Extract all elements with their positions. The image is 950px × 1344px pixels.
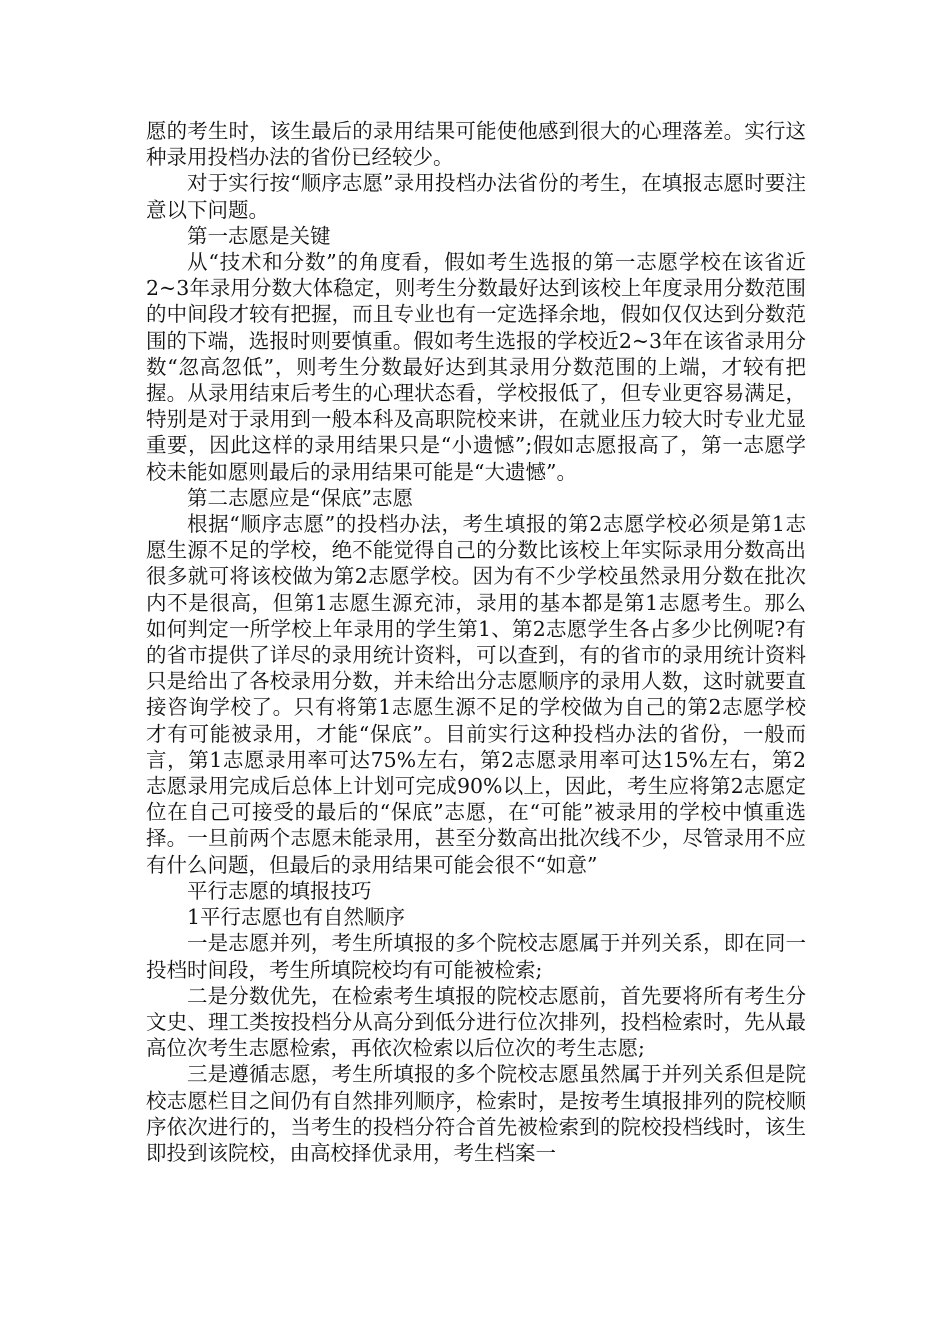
paragraph-first-choice: 从“技术和分数”的角度看，假如考生选报的第一志愿学校在该省近2~3年录用分数大体稳定，则考生分数最好达到该校上年度录用分数范围的中间段才较有把握，而且专业也有一定选择余地，假如仅仅达到分数范围的下端，选报时则要慎重。假如考生选报的学校近2~3年在该省录用分数“忽高忽低”，则考生分数最好达到其录用分数范围的上端，才较有把握。从录用结束后考生的心理状态看，学校报低了，但专业更容易满足，特别是对于录用到一般本科及高职院校来讲，在就业压力较大时专业尤显重要，因此这样的录用结果只是“小遗憾”;假如志愿报高了，第一志愿学校未能如愿则最后的录用结果可能是“大遗憾”。: [146, 250, 806, 484]
paragraph-point-two: 二是分数优先，在检索考生填报的院校志愿前，首先要将所有考生分文史、理工类按投档分从高分到低分进行位次排列，投档检索时，先从最高位次考生志愿检索，再依次检索以后位次的考生志愿;: [146, 983, 806, 1061]
paragraph-intro: 对于实行按“顺序志愿”录用投档办法省份的考生，在填报志愿时要注意以下问题。: [146, 171, 806, 222]
paragraph-second-choice: 根据“顺序志愿”的投档办法，考生填报的第2志愿学校必须是第1志愿生源不足的学校，绝不能觉得自己的分数比该校上年实际录用分数高出很多就可将该校做为第2志愿学校。因为有不少学校虽然录用分数在批次内不是很高，但第1志愿生源充沛，录用的基本都是第1志愿考生。那么如何判定一所学校上年录用的学生第1、第2志愿学生各占多少比例呢?有的省市提供了详尽的录用统计资料，可以查到，有的省市的录用统计资料只是给出了各校录用分数，并未给出分志愿顺序的录用人数，这时就要直接咨询学校了。只有将第1志愿生源不足的学校做为自己的第2志愿学校才有可能被录用，才能“保底”。目前实行这种投档办法的省份，一般而言，第1志愿录用率可达75%左右，第2志愿录用率可达15%左右，第2志愿录用完成后总体上计划可完成90%以上，因此，考生应将第2志愿定位在自己可接受的最后的“保底”志愿，在“可能”被录用的学校中慎重选择。一旦前两个志愿未能录用，甚至分数高出批次线不少，尽管录用不应有什么问题，但最后的录用结果可能会很不“如意”: [146, 512, 806, 877]
paragraph-continuation: 愿的考生时，该生最后的录用结果可能使他感到很大的心理落差。实行这种录用投档办法的省份已经较少。: [146, 119, 806, 170]
paragraph-point-one: 一是志愿并列，考生所填报的多个院校志愿属于并列关系，即在同一投档时间段，考生所填院校均有可能被检索;: [146, 931, 806, 982]
section-heading-parallel: 平行志愿的填报技巧: [187, 878, 372, 903]
document-body: [146, 118, 806, 1166]
section-heading-first-choice: 第一志愿是关键: [187, 223, 331, 248]
paragraph-point-three: 三是遵循志愿，考生所填报的多个院校志愿虽然属于并列关系但是院校志愿栏目之间仍有自然排列顺序，检索时，是按考生填报排列的院校顺序依次进行的，当考生的投档分符合首先被检索到的院校投档线时，该生即投到该院校，由高校择优录用，考生档案一: [146, 1062, 806, 1165]
section-heading-second-choice: 第二志愿应是“保底”志愿: [187, 485, 413, 510]
subsection-heading-natural-order: 1平行志愿也有自然顺序: [187, 905, 406, 930]
